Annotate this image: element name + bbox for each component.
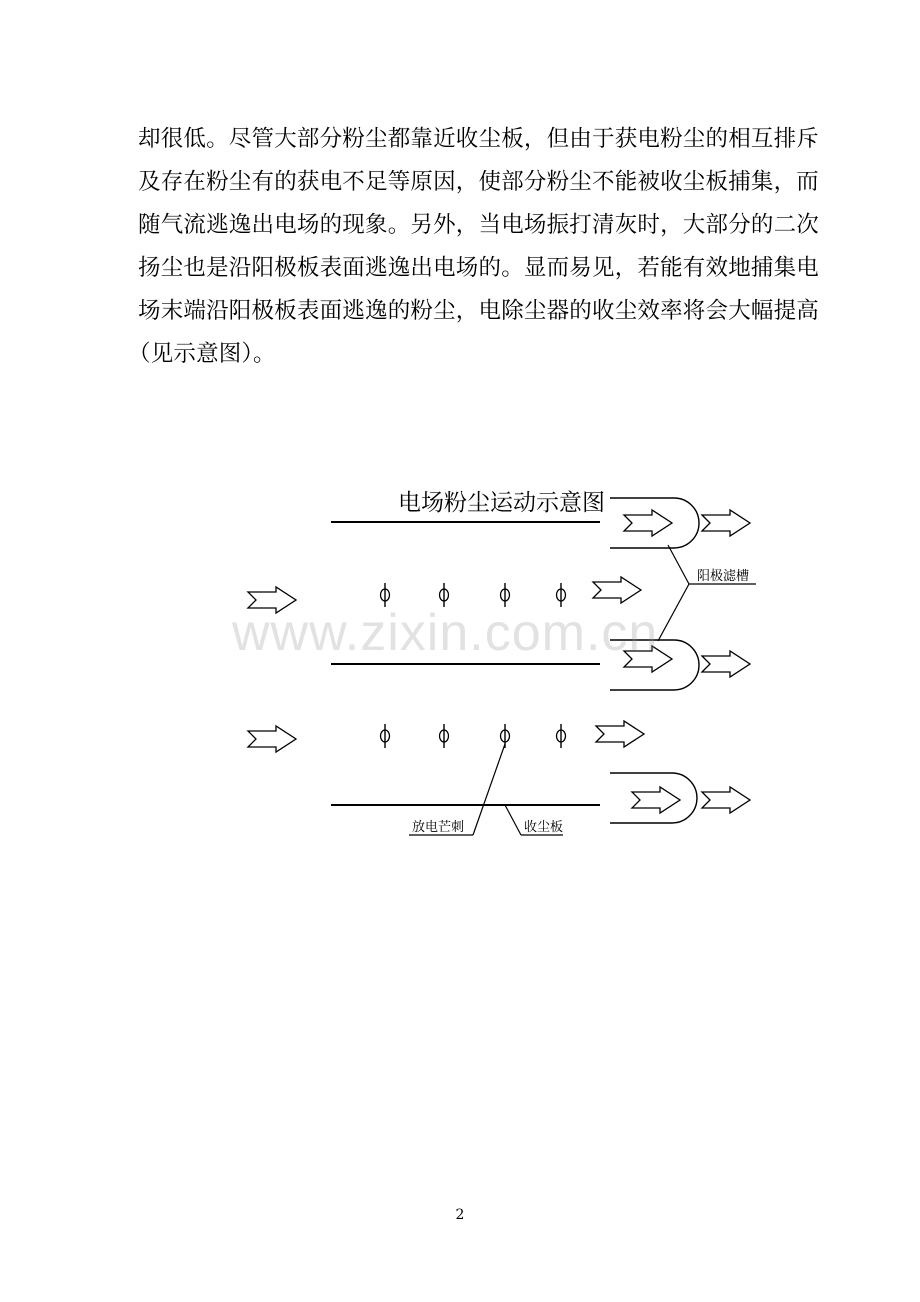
arrow-inlet-lower <box>248 726 296 752</box>
text-line-3: 随气流逃逸出电场的现象。另外，当电场振打清灰时，大部分的二次 <box>138 212 820 238</box>
arrow-trough-top-outer <box>702 510 750 536</box>
page-number: 2 <box>455 1207 465 1223</box>
arrow-trough-bottom-outer <box>702 787 750 813</box>
diagram-title: 电场粉尘运动示意图 <box>398 490 605 516</box>
leader-anode-trough-lower <box>658 584 689 641</box>
watermark: www.zixin.com.cn <box>232 604 659 662</box>
discharge-spike <box>440 724 449 748</box>
text-line-6: （见示意图）。 <box>128 341 276 367</box>
text-line-2: 及存在粉尘有的获电不足等原因，使部分粉尘不能被收尘板捕集，而 <box>138 169 820 195</box>
label-anode-trough: 阳极滤槽 <box>697 569 750 584</box>
label-collector-plate: 收尘板 <box>524 820 564 835</box>
text-line-4: 扬尘也是沿阳极板表面逃逸出电场的。显而易见，若能有效地捕集电 <box>138 255 820 281</box>
arrow-outlet-lower <box>596 721 644 747</box>
leader-collector-plate <box>505 805 521 835</box>
arrow-outlet-upper <box>593 577 641 603</box>
discharge-spike <box>557 724 566 748</box>
arrow-trough-top-inner <box>624 510 672 536</box>
arrow-trough-middle-outer <box>702 651 750 677</box>
label-discharge-spike: 放电芒刺 <box>412 820 465 835</box>
text-line-5: 场末端沿阳极板表面逃逸的粉尘，电除尘器的收尘效率将会大幅提高 <box>138 298 820 324</box>
leader-anode-trough-upper <box>668 545 689 584</box>
leader-discharge-spike <box>473 744 505 835</box>
discharge-spike <box>381 724 390 748</box>
arrow-trough-bottom-inner <box>632 787 680 813</box>
text-line-1: 却很低。尽管大部分粉尘都靠近收尘板，但由于获电粉尘的相互排斥 <box>138 126 820 152</box>
